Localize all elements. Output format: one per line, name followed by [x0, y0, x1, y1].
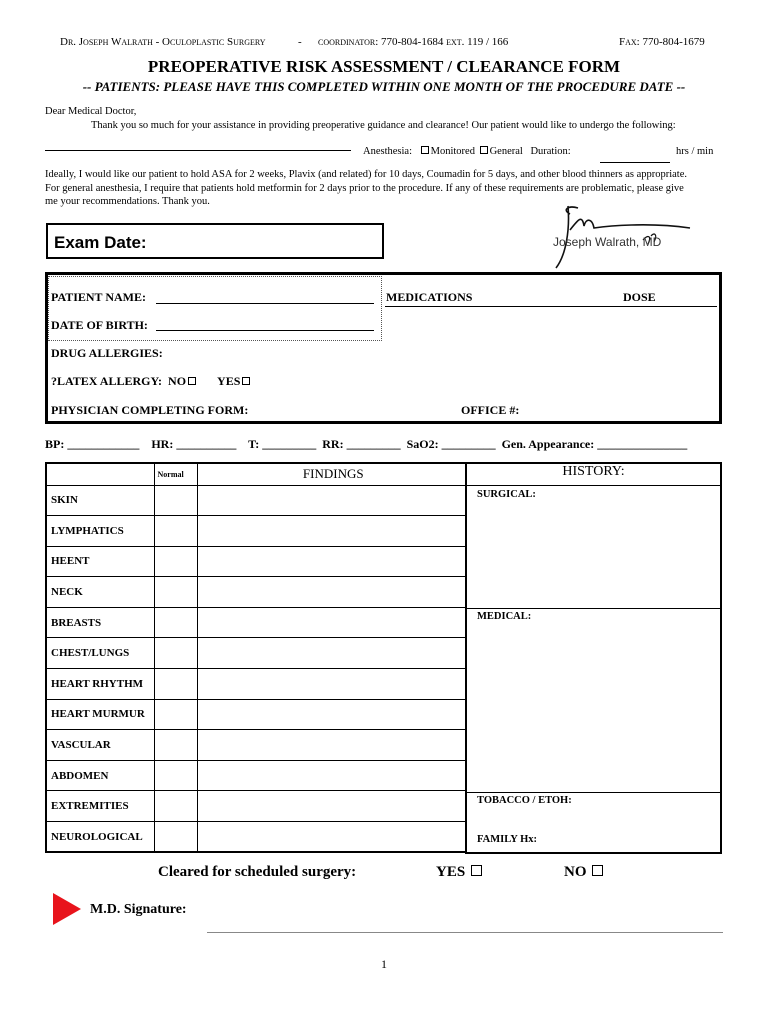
vitals-row — [45, 437, 687, 452]
dob-label: DATE OF BIRTH: — [51, 318, 148, 332]
exam-row — [46, 546, 466, 577]
exam-row — [46, 669, 466, 700]
general-checkbox[interactable] — [480, 146, 488, 154]
normal-cell[interactable] — [154, 577, 197, 608]
exam-system-label: LYMPHATICS — [46, 516, 154, 547]
normal-cell[interactable] — [154, 791, 197, 822]
findings-cell[interactable] — [197, 760, 466, 791]
findings-cell[interactable] — [197, 607, 466, 638]
exam-row — [46, 760, 466, 791]
anesthesia-label: Anesthesia: — [363, 146, 412, 157]
exam-system-label: ABDOMEN — [46, 760, 154, 791]
exam-row — [46, 791, 466, 822]
rr-field[interactable]: RR: _________ — [322, 437, 401, 451]
findings-cell[interactable] — [197, 577, 466, 608]
gen-appearance-field[interactable]: Gen. Appearance: _______________ — [501, 437, 688, 451]
normal-cell[interactable] — [154, 607, 197, 638]
exam-date-label: Exam Date: — [54, 233, 147, 252]
medications-divider — [385, 306, 717, 307]
normal-header: Normal — [154, 463, 197, 485]
drug-allergies-label: DRUG ALLERGIES: — [51, 346, 163, 360]
normal-cell[interactable] — [154, 516, 197, 547]
history-header: HISTORY: — [467, 464, 720, 486]
findings-cell[interactable] — [197, 822, 466, 853]
exam-system-label: HEART RHYTHM — [46, 669, 154, 700]
sao2-field[interactable]: SaO2: _________ — [406, 437, 496, 451]
duration-label: Duration: — [530, 146, 571, 157]
monitored-label: Monitored — [430, 146, 475, 157]
history-divider-1 — [467, 608, 720, 609]
normal-cell[interactable] — [154, 669, 197, 700]
family-history-label: FAMILY Hx: — [477, 834, 537, 845]
normal-cell[interactable] — [154, 760, 197, 791]
latex-allergy-row — [51, 374, 252, 389]
exam-row — [46, 485, 466, 516]
normal-cell[interactable] — [154, 822, 197, 853]
exam-system-label: EXTREMITIES — [46, 791, 154, 822]
procedure-field[interactable] — [45, 150, 351, 151]
dob-field[interactable] — [156, 330, 374, 331]
exam-system-label: BREASTS — [46, 607, 154, 638]
exam-date-box[interactable] — [46, 223, 384, 259]
office-label: OFFICE #: — [461, 403, 520, 417]
normal-cell[interactable] — [154, 699, 197, 730]
exam-row — [46, 577, 466, 608]
duration-unit: hrs / min — [676, 146, 714, 157]
salutation: Dear Medical Doctor, — [45, 106, 137, 117]
exam-row — [46, 699, 466, 730]
form-title: PREOPERATIVE RISK ASSESSMENT / CLEARANCE FORM — [147, 57, 621, 76]
normal-cell[interactable] — [154, 485, 197, 516]
history-panel — [465, 462, 722, 854]
cleared-no-label: NO — [564, 864, 587, 880]
latex-yes-label: YES — [217, 374, 241, 388]
page-number: 1 — [381, 957, 387, 971]
patient-name-label: PATIENT NAME: — [51, 290, 147, 304]
monitored-checkbox[interactable] — [421, 146, 429, 154]
anesthesia-row — [363, 146, 571, 157]
latex-yes-checkbox[interactable] — [242, 377, 250, 385]
findings-cell[interactable] — [197, 516, 466, 547]
sign-here-arrow-icon — [53, 893, 81, 925]
practice-name: Dr. Joseph Walrath - Oculoplastic Surgery — [60, 36, 266, 48]
general-label: General — [489, 146, 523, 157]
exam-system-label: SKIN — [46, 485, 154, 516]
signature-name: Joseph Walrath, MD — [553, 235, 662, 249]
exam-row — [46, 822, 466, 853]
normal-cell[interactable] — [154, 546, 197, 577]
md-signature-field[interactable] — [207, 932, 723, 933]
coordinator-phone: coordinator: 770-804-1684 ext. 119 / 166 — [318, 36, 509, 48]
latex-allergy-label: ?LATEX ALLERGY: — [51, 374, 163, 388]
exam-row — [46, 607, 466, 638]
latex-no-label: NO — [168, 374, 187, 388]
cleared-yes-label: YES — [436, 864, 466, 880]
header-separator: - — [298, 36, 302, 48]
cleared-yes — [436, 864, 484, 881]
form-subtitle: -- PATIENTS: PLEASE HAVE THIS COMPLETED WITHIN ONE MONTH OF THE PROCEDURE DATE -- — [82, 79, 686, 94]
md-signature-label: M.D. Signature: — [90, 902, 187, 917]
intro-text: Thank you so much for your assistance in providing preoperative guidance and clearance! Our patient would like to undergo the following: — [91, 120, 676, 131]
cleared-label: Cleared for scheduled surgery: — [158, 864, 357, 880]
tobacco-etoh-label: TOBACCO / ETOH: — [477, 795, 572, 806]
history-divider-2 — [467, 792, 720, 793]
cleared-no — [564, 864, 605, 881]
normal-cell[interactable] — [154, 730, 197, 761]
fax-number: Fax: 770-804-1679 — [619, 36, 705, 48]
medications-label: MEDICATIONS — [386, 290, 473, 304]
normal-cell[interactable] — [154, 638, 197, 669]
findings-cell[interactable] — [197, 669, 466, 700]
exam-row — [46, 730, 466, 761]
instructions-text: Ideally, I would like our patient to hold ASA for 2 weeks, Plavix (and related) for 10 days, Coumadin for 5 days, and other blood thinners as appropriate. For general anesthesia, I require that patients hold metformin for 2 days prior to the procedure. If any of these requirements are problematic, please give me your recommendations. Thank you. — [45, 169, 688, 207]
exam-row — [46, 516, 466, 547]
findings-header: FINDINGS — [197, 463, 466, 485]
findings-cell[interactable] — [197, 638, 466, 669]
exam-system-label: VASCULAR — [46, 730, 154, 761]
exam-system-label: NECK — [46, 577, 154, 608]
patient-name-field[interactable] — [156, 303, 374, 304]
surgical-history-label: SURGICAL: — [477, 489, 536, 500]
dose-label: DOSE — [623, 290, 656, 304]
exam-system-label: CHEST/LUNGS — [46, 638, 154, 669]
exam-row — [46, 638, 466, 669]
findings-table — [45, 462, 467, 853]
findings-cell[interactable] — [197, 485, 466, 516]
exam-system-label: HEART MURMUR — [46, 699, 154, 730]
duration-field[interactable] — [600, 162, 670, 163]
temp-field[interactable]: T: _________ — [248, 437, 317, 451]
hr-field[interactable]: HR: __________ — [151, 437, 237, 451]
physician-label: PHYSICIAN COMPLETING FORM: — [51, 403, 249, 417]
findings-cell[interactable] — [197, 791, 466, 822]
findings-cell[interactable] — [197, 699, 466, 730]
latex-no-checkbox[interactable] — [188, 377, 196, 385]
cleared-yes-checkbox[interactable] — [471, 865, 482, 876]
bp-field[interactable]: BP: ____________ — [45, 437, 140, 451]
exam-system-label: HEENT — [46, 546, 154, 577]
findings-cell[interactable] — [197, 546, 466, 577]
system-header — [46, 463, 154, 485]
cleared-no-checkbox[interactable] — [592, 865, 603, 876]
findings-cell[interactable] — [197, 730, 466, 761]
medical-history-label: MEDICAL: — [477, 611, 532, 622]
exam-system-label: NEUROLOGICAL — [46, 822, 154, 853]
